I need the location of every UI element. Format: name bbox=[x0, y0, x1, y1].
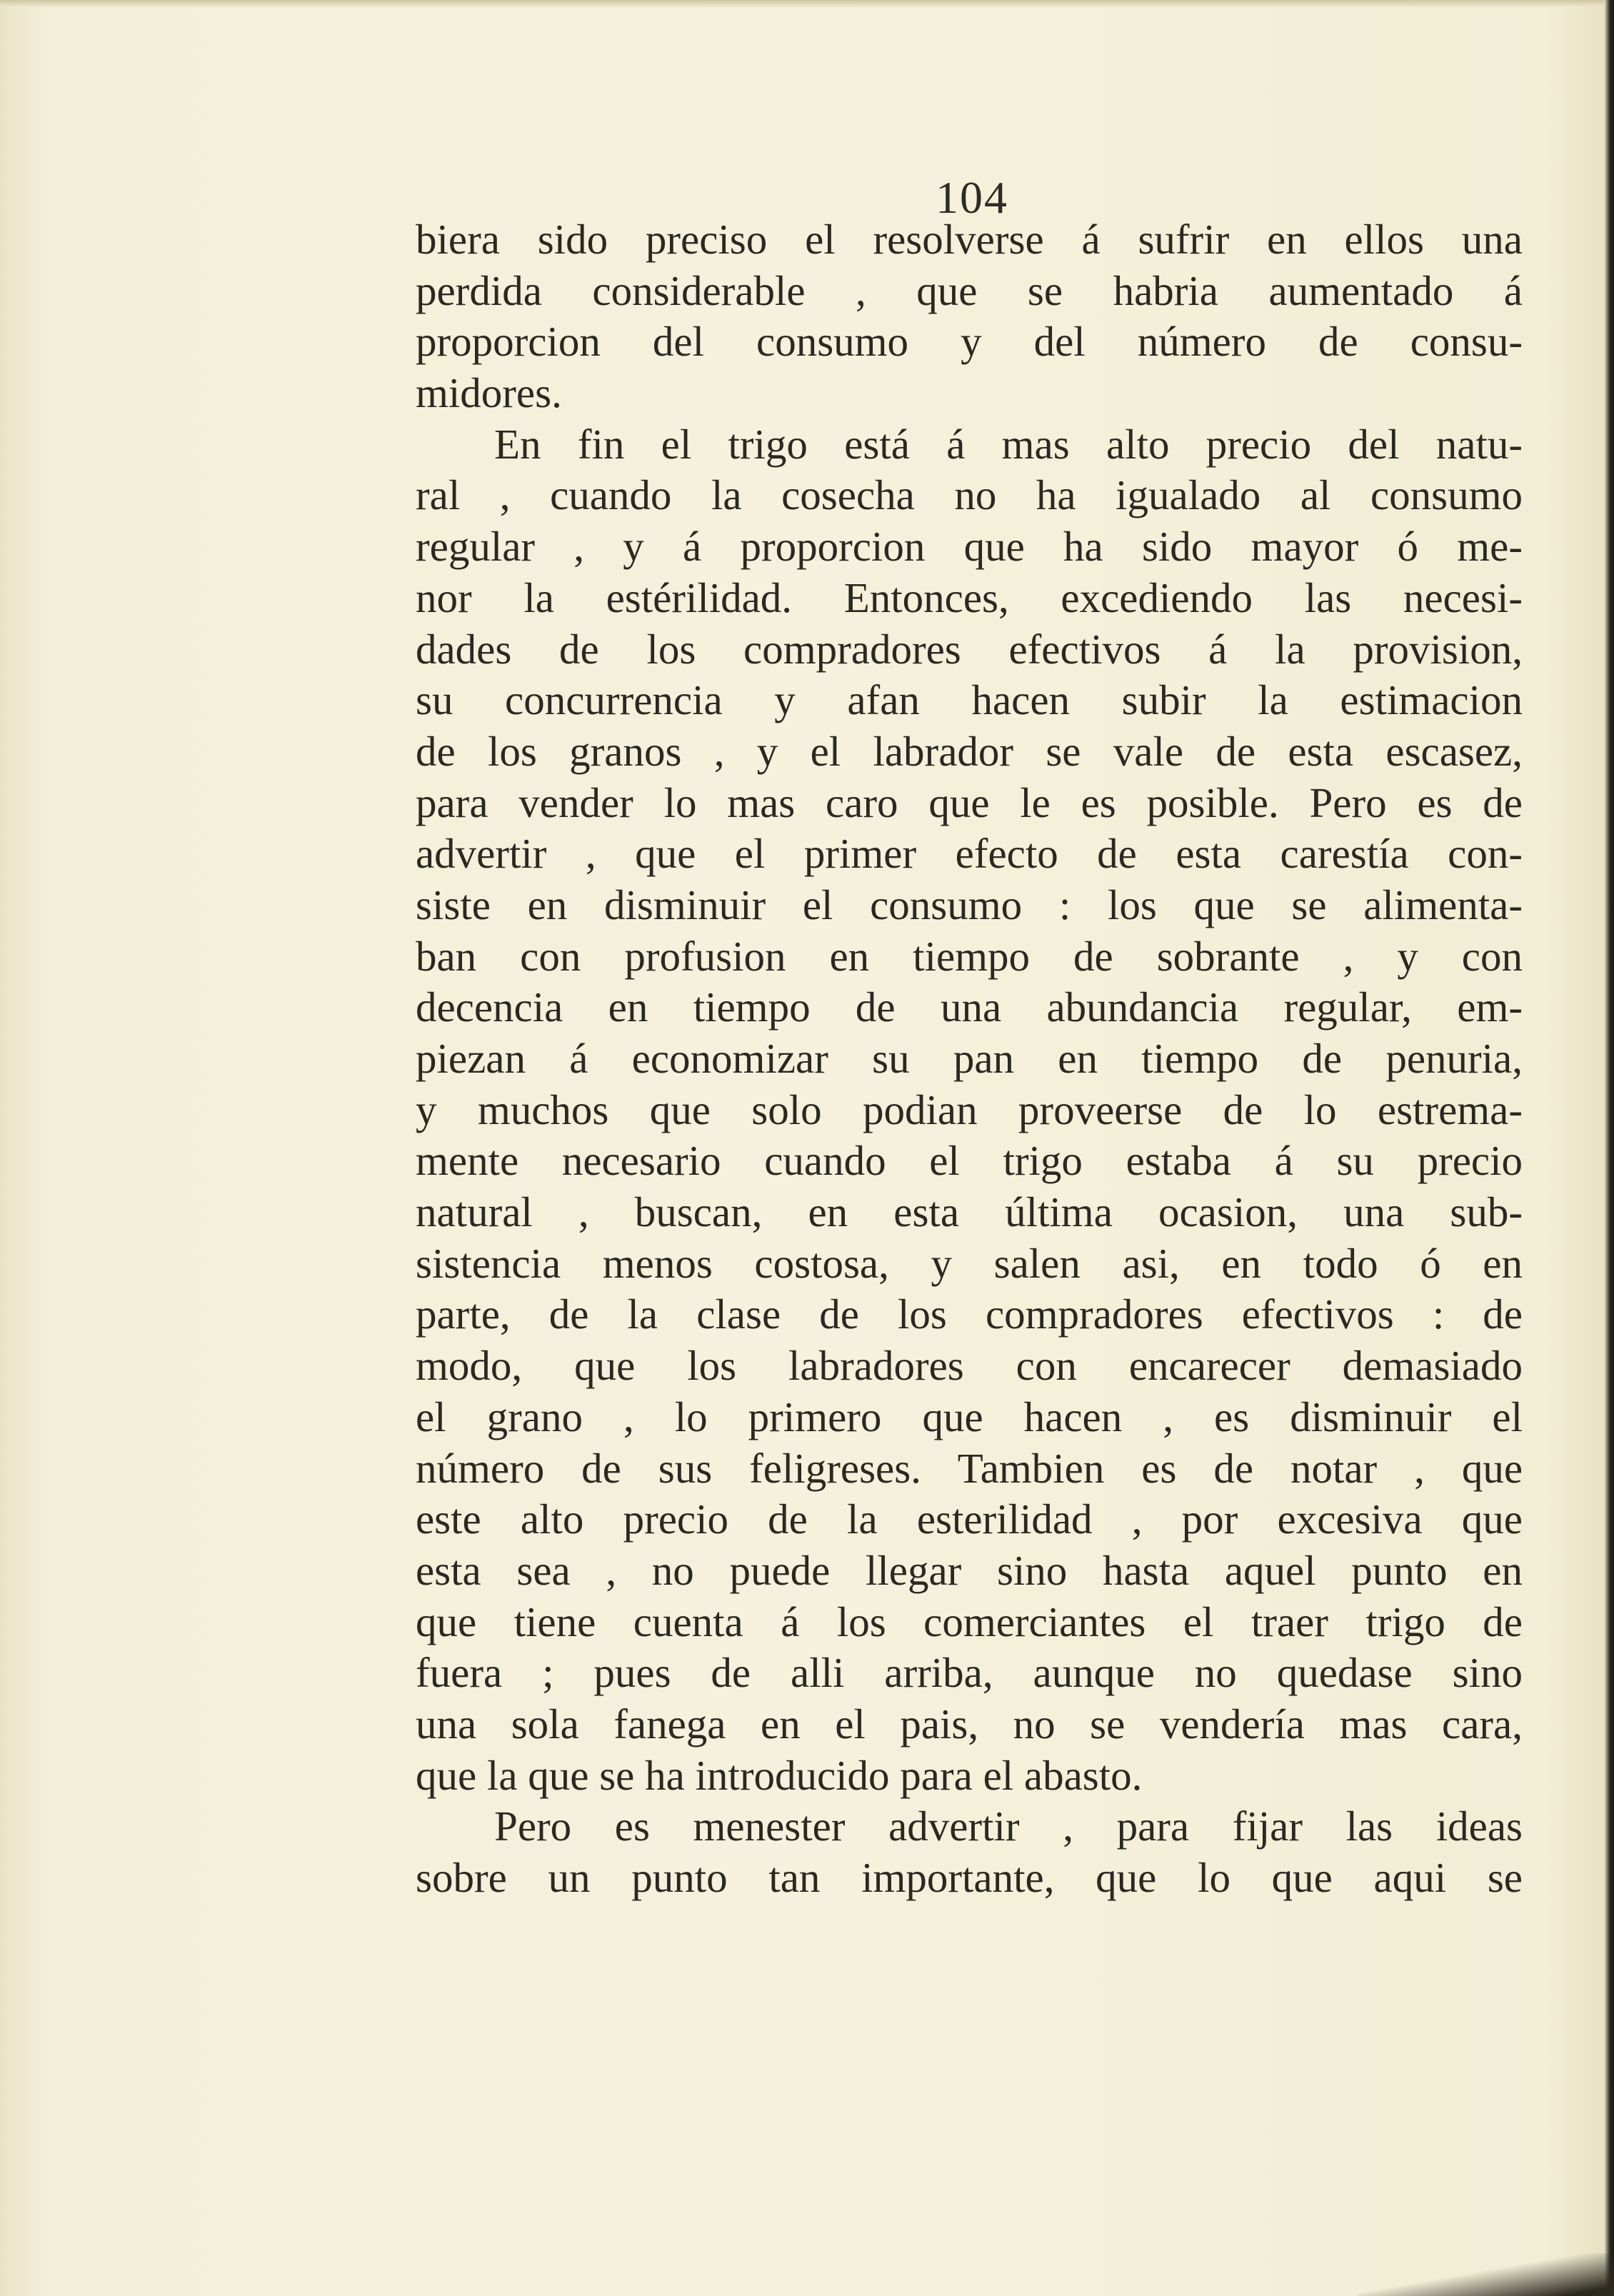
body-text bbox=[416, 214, 1523, 1904]
text-line: perdida considerable , que se habria aumentado á bbox=[416, 266, 1523, 314]
page-top-edge bbox=[0, 0, 1614, 7]
text-line: ral , cuando la cosecha no ha igualado al consumo bbox=[416, 471, 1523, 519]
text-line: que tiene cuenta á los comerciantes el traer trigo de bbox=[416, 1598, 1523, 1645]
text-line: sistencia menos costosa, y salen asi, en todo ó en bbox=[416, 1239, 1523, 1287]
text-line: biera sido preciso el resolverse á sufrir en ellos una bbox=[416, 216, 1523, 263]
text-line: que la que se ha introducido para el abasto. bbox=[416, 1751, 1143, 1799]
text-line: este alto precio de la esterilidad , por excesiva que bbox=[416, 1495, 1523, 1543]
text-line: piezan á economizar su pan en tiempo de penuria, bbox=[416, 1035, 1523, 1082]
text-line: regular , y á proporcion que ha sido mayor ó me- bbox=[416, 523, 1523, 571]
text-line: y muchos que solo podian proveerse de lo estrema- bbox=[416, 1086, 1523, 1133]
text-line: esta sea , no puede llegar sino hasta aquel punto en bbox=[416, 1546, 1523, 1594]
text-line: proporcion del consumo y del número de consu- bbox=[416, 318, 1523, 366]
text-line: fuera ; pues de alli arriba, aunque no quedase sino bbox=[416, 1649, 1523, 1697]
text-line: ban con profusion en tiempo de sobrante , y con bbox=[416, 932, 1523, 980]
text-line: decencia en tiempo de una abundancia regular, em- bbox=[416, 983, 1523, 1031]
text-line: En fin el trigo está á mas alto precio del natu- bbox=[494, 420, 1523, 468]
text-line: dades de los compradores efectivos á la provision, bbox=[416, 625, 1523, 673]
page-corner-shadow bbox=[1357, 2253, 1614, 2296]
text-line: nor la estérilidad. Entonces, excediendo las necesi- bbox=[416, 573, 1523, 621]
text-line: parte, de la clase de los compradores efectivos : de bbox=[416, 1290, 1523, 1338]
text-line: sobre un punto tan importante, que lo que aqui se bbox=[416, 1854, 1523, 1901]
text-line: el grano , lo primero que hacen , es disminuir el bbox=[416, 1393, 1523, 1440]
page-right-edge bbox=[1604, 0, 1614, 2296]
text-line: para vender lo mas caro que le es posible. Pero es de bbox=[416, 778, 1523, 826]
text-line: siste en disminuir el consumo : los que se alimenta- bbox=[416, 881, 1523, 928]
text-line: advertir , que el primer efecto de esta carestía con- bbox=[416, 830, 1523, 878]
page-number: 104 bbox=[936, 172, 1008, 223]
text-line: de los granos , y el labrador se vale de esta escasez, bbox=[416, 727, 1523, 775]
text-line: mente necesario cuando el trigo estaba á su precio bbox=[416, 1137, 1523, 1185]
text-line: midores. bbox=[416, 369, 562, 417]
text-line: su concurrencia y afan hacen subir la estimacion bbox=[416, 676, 1523, 724]
text-line: Pero es menester advertir , para fijar las ideas bbox=[494, 1803, 1523, 1850]
text-line: número de sus feligreses. Tambien es de notar , que bbox=[416, 1444, 1523, 1492]
text-line: una sola fanega en el pais, no se vendería mas cara, bbox=[416, 1700, 1523, 1748]
text-line: natural , buscan, en esta última ocasion, una sub- bbox=[416, 1188, 1523, 1236]
text-line: modo, que los labradores con encarecer demasiado bbox=[416, 1342, 1523, 1390]
